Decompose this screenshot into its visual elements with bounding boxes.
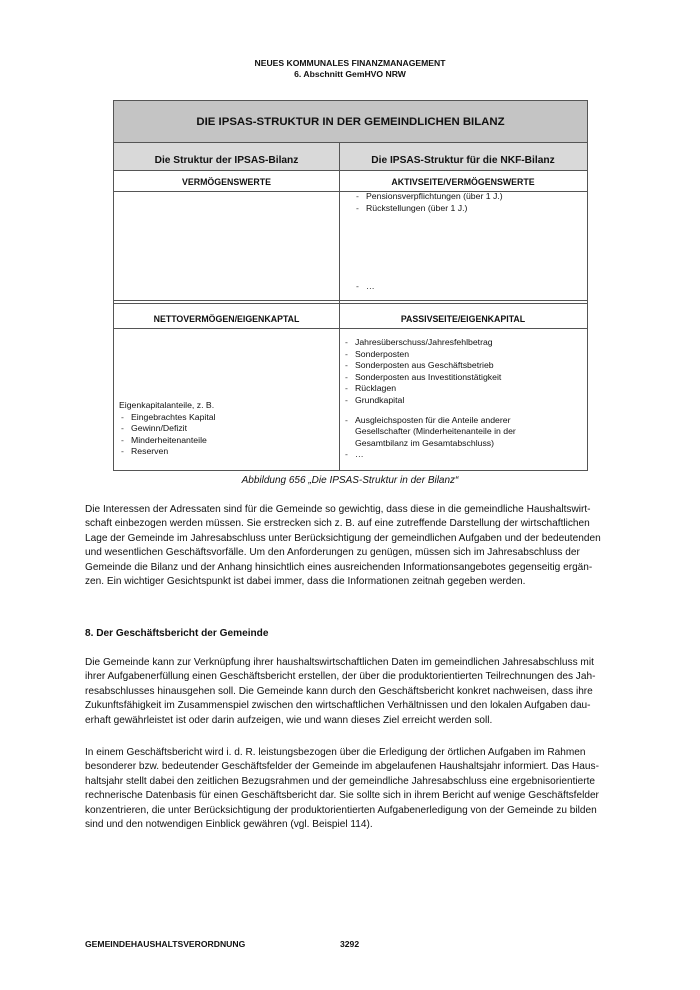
page-header bbox=[0, 58, 700, 80]
header-subtitle: 6. Abschnitt GemHVO NRW bbox=[294, 69, 406, 79]
list-item: - Pensionsverpflichtungen (über 1 J.) bbox=[354, 191, 584, 203]
list-item: - Rückstellungen (über 1 J.) bbox=[354, 203, 584, 215]
column-header-left: Die Struktur der IPSAS-Bilanz bbox=[114, 143, 339, 171]
list-item: - Grundkapital bbox=[343, 395, 583, 407]
column-divider bbox=[339, 143, 340, 471]
column-header-right: Die IPSAS-Struktur für die NKF-Bilanz bbox=[339, 143, 587, 171]
paragraph-text: In einem Geschäftsbericht wird i. d. R. leistungsbezogen über die Erledigung der örtlichen Aufgaben im Rahmen besonderer bzw. bedeutender Geschäftsfelder der Gemeinde im abgelaufenen Haushaltsjahr informiert. Das Haus- haltsjahr stellt dabei den zeitlichen Bezugsrahmen und der gemeindliche Jahresabschluss eine ergebnisorientierte rechnerische Datenbasis für einen Geschäftsbericht dar. Sie sollte sich in ihrem Bericht auf wenige Geschäftsfelder konzentrieren, die unter Berücksichtigung der produktorientierten Aufgabenerledigung von der Gemeinde zu bilden sind und den notwendigen Einblick gewähren (vgl. Beispiel 114). bbox=[85, 747, 599, 831]
aktivseite-list bbox=[354, 191, 584, 214]
aktivseite-ellipsis-item bbox=[354, 281, 375, 293]
subheader-aktivseite: AKTIVSEITE/VERMÖGENSWERTE bbox=[339, 172, 587, 192]
paragraph-adressaten bbox=[85, 503, 616, 589]
paragraph-text: Die Gemeinde kann zur Verknüpfung ihrer haushaltswirtschaftlichen Daten im gemeindlichen Jahresabschluss mit ihrer Aufgabenerfüllung einen Geschäftsbericht erstellen, der über die produktorientierten Teilrechnungen des Jah- resabschlusses hinausgehen soll. Die Gemeinde kann durch den Geschäftsbericht konkret nachweisen, dass ihre Zukunftsfähigkeit im Zusammenspiel zwischen den wirtschaftlichen Verhältnissen und den lokalen Aufgaben dau- erhaft gewährleistet ist oder darin aufzeigen, wie und wann dieses Ziel erreicht werden soll. bbox=[85, 657, 596, 726]
aktivseite-content bbox=[354, 191, 584, 214]
page-number: 3292 bbox=[340, 939, 360, 949]
passivseite-list-a bbox=[343, 337, 583, 407]
footer-title: GEMEINDEHAUSHALTSVERORDNUNG bbox=[85, 939, 246, 949]
list-item: - Rücklagen bbox=[343, 383, 583, 395]
subheader-passivseite: PASSIVSEITE/EIGENKAPITAL bbox=[339, 309, 587, 329]
header-title: NEUES KOMMUNALES FINANZMANAGEMENT bbox=[254, 58, 446, 68]
passivseite-content bbox=[343, 337, 583, 461]
list-item: - … bbox=[354, 281, 375, 293]
paragraph-geschaeftsfelder bbox=[85, 746, 616, 832]
list-item: - Eingebrachtes Kapital bbox=[119, 412, 334, 424]
section-heading: 8. Der Geschäftsbericht der Gemeinde bbox=[85, 628, 269, 639]
eigenkapital-list bbox=[119, 412, 334, 458]
eigenkapital-content bbox=[119, 400, 334, 458]
list-item: - Sonderposten bbox=[343, 349, 583, 361]
list-item: - Minderheitenanteile bbox=[119, 435, 334, 447]
passivseite-list-b bbox=[343, 415, 583, 461]
list-item: - Ausgleichsposten für die Anteile anderer Gesellschafter (Minderheitenanteile in der Gesamtbilanz im Gesamtabschluss) bbox=[343, 415, 583, 450]
paragraph-geschaeftsbericht bbox=[85, 656, 616, 728]
list-item: - Sonderposten aus Geschäftsbetrieb bbox=[343, 360, 583, 372]
ipsas-structure-table bbox=[113, 100, 588, 471]
subheader-vermoegenswerte: VERMÖGENSWERTE bbox=[114, 172, 339, 192]
figure-caption: Abbildung 656 „Die IPSAS-Struktur in der Bilanz“ bbox=[241, 475, 459, 486]
section-divider bbox=[114, 300, 587, 301]
subheader-nettovermoegen: NETTOVERMÖGEN/EIGENKAPTAL bbox=[114, 309, 339, 329]
list-item: - Jahresüberschuss/Jahresfehlbetrag bbox=[343, 337, 583, 349]
list-item: - Sonderposten aus Investitionstätigkeit bbox=[343, 372, 583, 384]
list-item: - Reserven bbox=[119, 446, 334, 458]
paragraph-text: Die Interessen der Adressaten sind für die Gemeinde so gewichtig, dass diese in die gemeindliche Haushaltswirt- schaft einbezogen werden müssen. Sie erstrecken sich z. B. auf eine zutreffende Darstellung der wirtschaftlichen Lage der Gemeinde im Jahresabschluss unter Berücksichtigung der gemeindlichen Aufgaben und der bedeutenden und wesentlichen Geschäftsvorfälle. Um den Anforderungen zu genügen, müssen sich im Jahresabschluss der Gemeinde die Bilanz und der Anhang hinsichtlich eines ausreichenden Informationsangebotes gegenseitig ergän- zen. Ein wichtiger Gesichtspunkt ist dabei immer, dass die Informationen zeitnah gegeben werden. bbox=[85, 504, 601, 588]
section-divider bbox=[114, 303, 587, 304]
list-item: - … bbox=[343, 449, 583, 461]
eigenkapital-intro: Eigenkapitalanteile, z. B. bbox=[119, 400, 215, 410]
table-title: DIE IPSAS-STRUKTUR IN DER GEMEINDLICHEN BILANZ bbox=[114, 101, 587, 143]
list-item: - Gewinn/Defizit bbox=[119, 423, 334, 435]
